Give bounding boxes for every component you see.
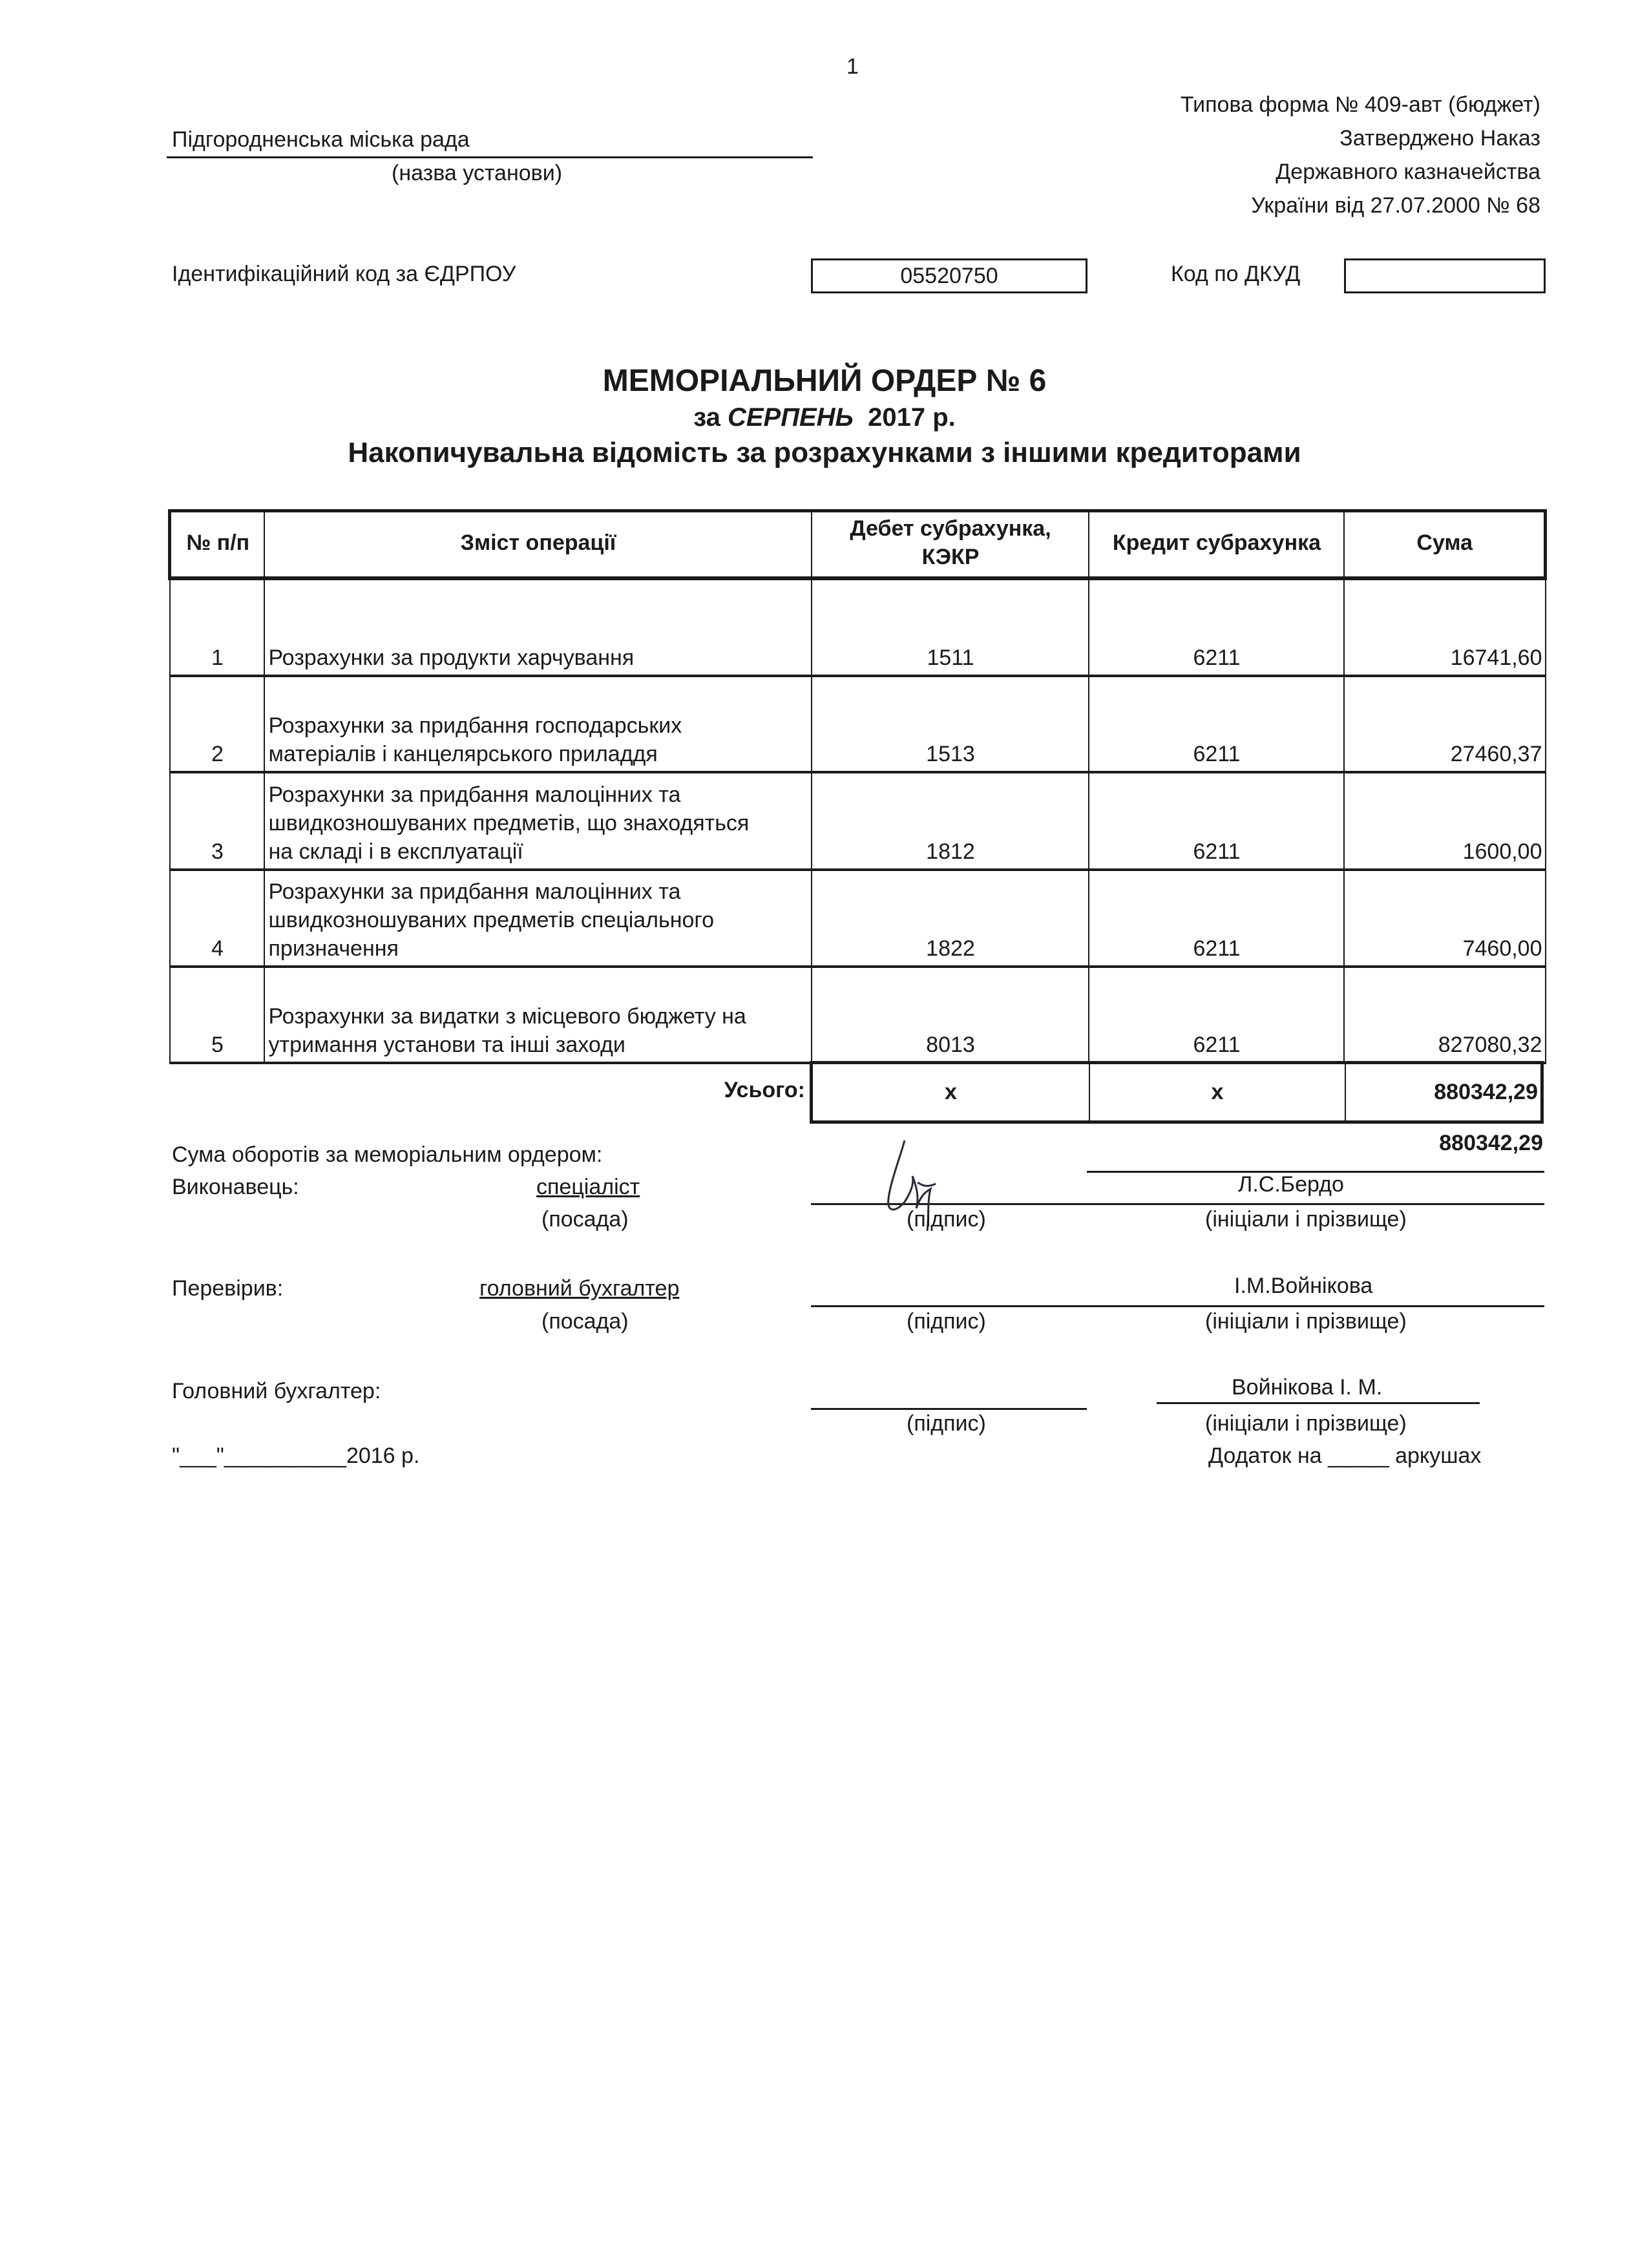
header-debit-line2: КЭКР <box>921 545 980 570</box>
edrpou-label: Ідентифікаційний код за ЄДРПОУ <box>172 262 516 286</box>
row-content <box>264 967 812 1063</box>
executor-signature-caption: (підпис) <box>907 1207 986 1232</box>
row-content <box>264 870 812 967</box>
document-title: МЕМОРІАЛЬНИЙ ОРДЕР № 6 <box>602 364 1047 398</box>
row-content-line: швидкозношуваних предметів, що знаходяться <box>268 810 750 835</box>
row-sum: 27460,37 <box>1344 676 1546 772</box>
chief-accountant-label: Головний бухгалтер: <box>172 1379 381 1403</box>
turnover-label: Сума оборотів за меморіальним ордером: <box>172 1142 603 1167</box>
row-content-line: Розрахунки за придбання малоцінних та <box>268 879 681 904</box>
table-row <box>170 578 1546 676</box>
row-content-line: швидкозношуваних предметів спеціального <box>268 907 714 932</box>
row-sum: 1600,00 <box>1344 772 1546 870</box>
executor-name: Л.С.Бердо <box>1238 1172 1344 1197</box>
table-row <box>170 967 1546 1063</box>
institution-underline <box>167 156 813 158</box>
date-field: "___"__________2016 р. <box>172 1444 420 1468</box>
table-row <box>170 772 1546 870</box>
row-content-line: на складі і в експлуатації <box>268 839 523 864</box>
dkud-field <box>1344 258 1546 293</box>
document-period <box>0 403 1649 432</box>
row-debit: 1513 <box>812 676 1089 772</box>
checker-name: І.М.Войнікова <box>1234 1274 1373 1298</box>
row-debit: 1812 <box>812 772 1089 870</box>
row-num: 4 <box>170 870 264 967</box>
checker-signature-line <box>811 1305 1544 1307</box>
total-debit: x <box>813 1064 1090 1120</box>
row-content-line: утримання установи та інші заходи <box>268 1032 625 1057</box>
row-credit: 6211 <box>1089 772 1344 870</box>
executor-name-caption: (ініціали і прізвище) <box>1205 1207 1407 1232</box>
row-content-line: Розрахунки за видатки з місцевого бюджету на <box>268 1003 746 1029</box>
checker-label: Перевірив: <box>172 1276 284 1301</box>
row-content <box>264 578 812 676</box>
row-content-line: матеріалів і канцелярського приладдя <box>268 741 658 766</box>
page-number: 1 <box>846 54 859 79</box>
chief-signature-caption: (підпис) <box>907 1411 986 1436</box>
checker-position: головний бухгалтер <box>479 1276 680 1301</box>
form-info-line-2: Затверджено Наказ <box>1339 126 1540 151</box>
total-sum: 880342,29 <box>1434 1080 1538 1104</box>
chief-accountant-name: Войнікова І. М. <box>1232 1375 1383 1400</box>
checker-signature-caption: (підпис) <box>907 1309 986 1334</box>
total-row <box>810 1061 1544 1124</box>
header-sum: Сума <box>1344 511 1546 578</box>
row-num: 2 <box>170 676 264 772</box>
table-row <box>170 870 1546 967</box>
executor-position: спеціаліст <box>536 1175 640 1199</box>
executor-position-caption: (посада) <box>541 1207 629 1232</box>
table-row <box>170 676 1546 772</box>
header-debit-line1: Дебет субрахунка, <box>850 516 1051 541</box>
header-num: № п/п <box>170 511 264 578</box>
row-content-line: призначення <box>268 936 399 961</box>
chief-name-underline <box>1157 1402 1480 1404</box>
row-content-line: Розрахунки за придбання господарських <box>268 713 682 738</box>
checker-position-caption: (посада) <box>541 1309 629 1334</box>
row-content <box>264 772 812 870</box>
executor-label: Виконавець: <box>172 1175 299 1199</box>
table-header-row <box>170 511 1546 578</box>
header-credit: Кредит субрахунка <box>1089 511 1344 578</box>
row-debit: 8013 <box>812 967 1089 1063</box>
dkud-label: Код по ДКУД <box>1171 262 1301 286</box>
period-prefix: за <box>693 403 720 432</box>
row-credit: 6211 <box>1089 676 1344 772</box>
turnover-value: 880342,29 <box>1439 1131 1543 1155</box>
row-content-line: Розрахунки за продукти харчування <box>268 645 635 670</box>
operations-table <box>168 509 1547 1064</box>
row-debit: 1822 <box>812 870 1089 967</box>
row-num: 5 <box>170 967 264 1063</box>
row-credit: 6211 <box>1089 870 1344 967</box>
period-month: СЕРПЕНЬ <box>727 403 854 432</box>
edrpou-field: 05520750 <box>811 258 1087 293</box>
institution-caption: (назва установи) <box>392 161 563 185</box>
row-credit: 6211 <box>1089 578 1344 676</box>
period-year: 2017 р. <box>868 403 956 432</box>
row-num: 1 <box>170 578 264 676</box>
row-num: 3 <box>170 772 264 870</box>
form-info-line-3: Державного казначейства <box>1276 160 1540 184</box>
row-sum: 16741,60 <box>1344 578 1546 676</box>
row-debit: 1511 <box>812 578 1089 676</box>
attachment-note: Додаток на _____ аркушах <box>1208 1444 1482 1468</box>
row-content-line: Розрахунки за придбання малоцінних та <box>268 782 681 807</box>
chief-signature-line <box>811 1408 1087 1410</box>
row-credit: 6211 <box>1089 967 1344 1063</box>
total-label: Усього: <box>724 1078 805 1102</box>
document-subtitle: Накопичувальна відомість за розрахунками з іншими кредиторами <box>348 437 1301 468</box>
total-credit: x <box>1090 1064 1346 1120</box>
row-content <box>264 676 812 772</box>
form-info-line-4: України від 27.07.2000 № 68 <box>1251 193 1540 218</box>
checker-name-caption: (ініціали і прізвище) <box>1205 1309 1407 1334</box>
form-info-line-1: Типова форма № 409-авт (бюджет) <box>1180 92 1540 117</box>
institution-name: Підгородненська міська рада <box>172 127 470 152</box>
chief-name-caption: (ініціали і прізвище) <box>1205 1411 1407 1436</box>
header-debit <box>812 511 1089 578</box>
row-sum: 827080,32 <box>1344 967 1546 1063</box>
header-content: Зміст операції <box>264 511 812 578</box>
row-sum: 7460,00 <box>1344 870 1546 967</box>
